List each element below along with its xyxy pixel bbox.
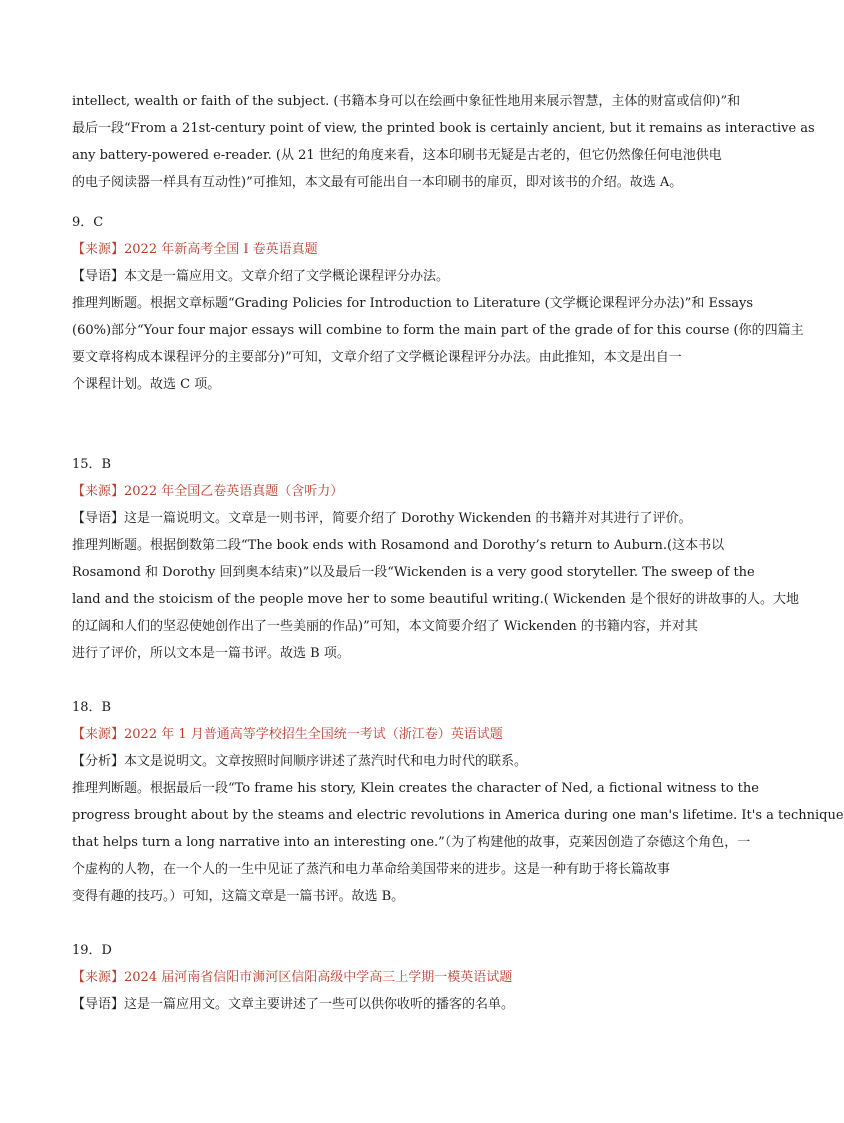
text-line: land and the stoicism of the people move her to some beautiful writing.( Wickenden 是个很好的讲故事的人。大地 (72, 592, 800, 607)
text-line: intellect, wealth or faith of the subject. (书籍本身可以在绘画中象征性地用来展示智慧，主体的财富或信仰)”和 (72, 94, 741, 109)
source-line (72, 721, 724, 748)
source-label: 【来源】 (72, 970, 125, 985)
text-line: 要文章将构成本课程评分的主要部分)”可知，文章介绍了文学概论课程评分办法。由此推知，本文是出自一 (72, 350, 682, 365)
source-text: 2022 年 1 月普通高等学校招生全国统一考试（浙江卷）英语试题 (124, 727, 503, 742)
text-line: 【导语】本文是一篇应用文。文章介绍了文学概论课程评分办法。 (72, 269, 450, 284)
source-line (72, 964, 724, 991)
source-line (72, 236, 724, 263)
text-line: 【分析】本文是说明文。文章按照时间顺序讲述了蒸汽时代和电力时代的联系。 (72, 754, 528, 769)
source-text: 2022 年新高考全国 I 卷英语真题 (124, 242, 318, 257)
text-line: 推理判断题。根据文章标题“Grading Policies for Introduction to Literature (文学概论课程评分办法)”和 Essays (72, 296, 754, 311)
text-line: 的辽阔和人们的坚忍使她创作出了一些美丽的作品)”可知，本文简要介绍了 Wickenden 的书籍内容，并对其 (72, 619, 698, 634)
source-label: 【来源】 (72, 242, 125, 257)
source-line (72, 478, 724, 505)
text-line: 最后一段“From a 21st-century point of view, the printed book is certainly ancient, but it remains as interactive as (72, 121, 815, 136)
question-number: 15．B (72, 457, 112, 472)
question-number: 19．D (72, 943, 112, 958)
document-page (72, 88, 844, 1018)
text-line: 个虚构的人物，在一个人的一生中见证了蒸汽和电力革命给美国带来的进步。这是一种有助于将长篇故事 (72, 862, 671, 877)
text-line: any battery-powered e-reader. (从 21 世纪的角度来看，这本印刷书无疑是古老的，但它仍然像任何电池供电 (72, 148, 722, 163)
answer-block-19 (72, 937, 724, 1018)
answer-block-15 (72, 451, 800, 667)
text-line: 变得有趣的技巧。）可知，这篇文章是一篇书评。故选 B。 (72, 889, 405, 904)
answer-block-18 (72, 694, 844, 910)
source-text: 2024 届河南省信阳市浉河区信阳高级中学高三上学期一模英语试题 (124, 970, 513, 985)
text-line: 个课程计划。故选 C 项。 (72, 377, 221, 392)
text-line: 推理判断题。根据最后一段“To frame his story, Klein creates the character of Ned, a fictional witness to the (72, 781, 759, 796)
text-line: 【导语】这是一篇应用文。文章主要讲述了一些可以供你收听的播客的名单。 (72, 997, 515, 1012)
text-line: 的电子阅读器一样具有互动性)”可推知，本文最有可能出自一本印刷书的扉页，即对该书的介绍。故选 A。 (72, 175, 683, 190)
text-line: (60%)部分“Your four major essays will combine to form the main part of the grade of for this course (你的四篇主 (72, 323, 804, 338)
text-line: 【导语】这是一篇说明文。文章是一则书评，简要介绍了 Dorothy Wickenden 的书籍并对其进行了评价。 (72, 511, 692, 526)
source-label: 【来源】 (72, 484, 125, 499)
text-line: 进行了评价，所以文本是一篇书评。故选 B 项。 (72, 646, 350, 661)
text-line: 推理判断题。根据倒数第二段“The book ends with Rosamond and Dorothy’s return to Auburn.(这本书以 (72, 538, 725, 553)
question-number: 9．C (72, 215, 104, 230)
text-line: Rosamond 和 Dorothy 回到奥本结束)”以及最后一段“Wickenden is a very good storyteller. The sweep of the (72, 565, 755, 580)
text-line: that helps turn a long narrative into an interesting one.”（为了构建他的故事，克莱因创造了奈德这个角色，一 (72, 835, 751, 850)
answer-block-9 (72, 209, 804, 398)
question-number: 18．B (72, 700, 112, 715)
source-label: 【来源】 (72, 727, 125, 742)
source-text: 2022 年全国乙卷英语真题（含听力） (124, 484, 344, 499)
answer-continuation (72, 88, 815, 196)
text-line: progress brought about by the steams and electric revolutions in America during one man's lifetime. It's a technique (72, 808, 844, 823)
